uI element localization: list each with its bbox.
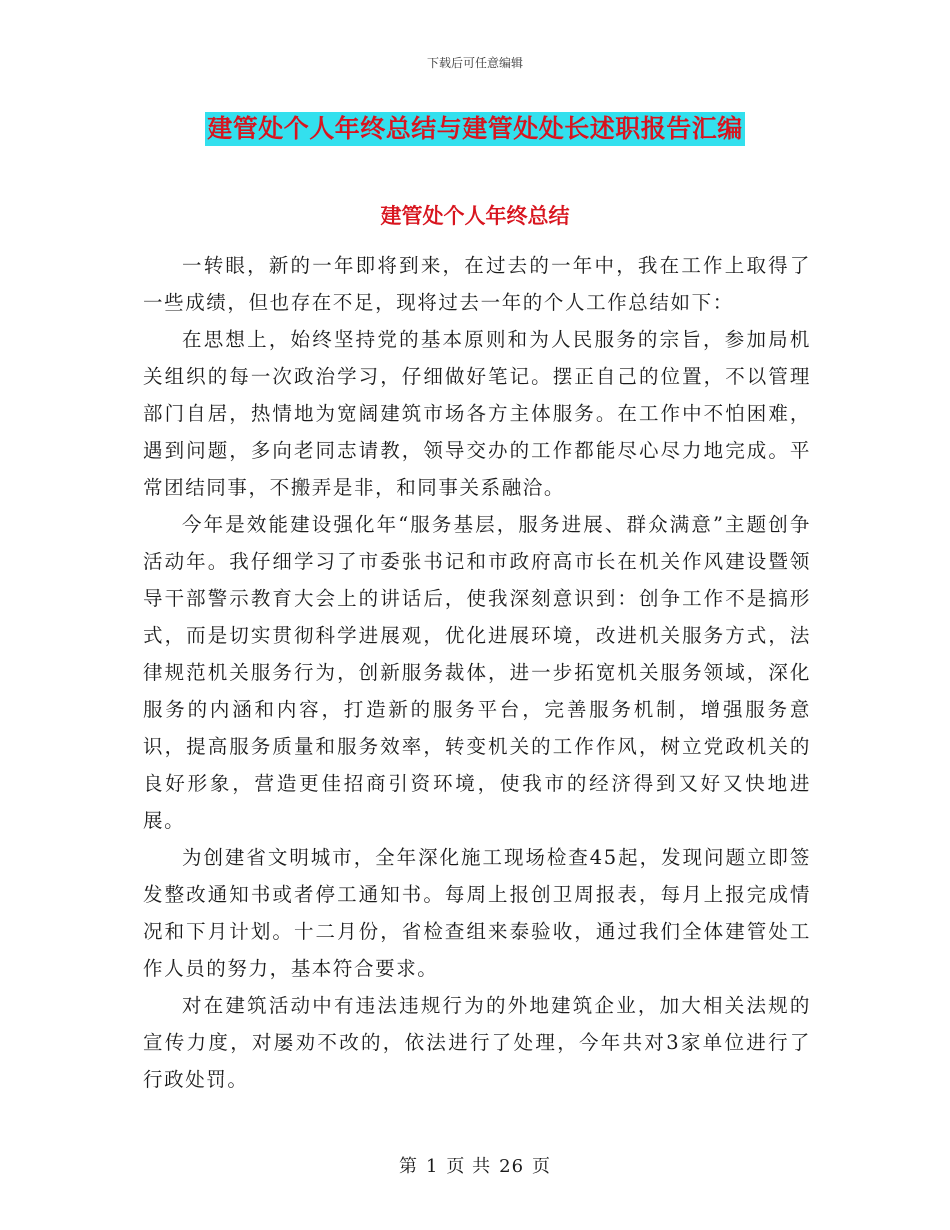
paragraph: 今年是效能建设强化年“服务基层，服务进展、群众满意”主题创争活动年。我仔细学习了市委张书记和市政府高市长在机关作风建设暨领导干部警示教育大会上的讲话后，使我深刻意识到：创争工作不是搞形式，而是切实贯彻科学进展观，优化进展环境，改进机关服务方式，法律规范机关服务行为，创新服务裁体，进一步拓宽机关服务领域，深化服务的内涵和内容，打造新的服务平台，完善服务机制，增强服务意识，提高服务质量和服务效率，转变机关的工作作风，树立党政机关的良好形象，营造更佳招商引资环境，使我市的经济得到又好又快地进展。: [143, 513, 811, 832]
document-body: [143, 247, 811, 1098]
paragraph: 为创建省文明城市，全年深化施工现场检查45起，发现问题立即签发整改通知书或者停工通知书。每周上报创卫周报表，每月上报完成情况和下月计划。十二月份，省检查组来泰验收，通过我们全体建管处工作人员的努力，基本符合要求。: [143, 846, 811, 980]
total-pages: 26: [499, 1156, 525, 1177]
page-footer: [0, 1152, 950, 1178]
section-title: 建管处个人年终总结: [380, 203, 570, 228]
page-label-prefix: 第: [398, 1156, 418, 1177]
document-title: 建管处个人年终总结与建管处处长述职报告汇编: [205, 112, 745, 146]
paragraph: 一转眼，新的一年即将到来，在过去的一年中，我在工作上取得了一些成绩，但也存在不足，现将过去一年的个人工作总结如下：: [143, 254, 811, 314]
document-title-container: [0, 112, 950, 146]
paragraph: 在思想上，始终坚持党的基本原则和为人民服务的宗旨，参加局机关组织的每一次政治学习，仔细做好笔记。摆正自己的位置，不以管理部门自居，热情地为宽阔建筑市场各方主体服务。在工作中不怕困难，遇到问题，多向老同志请教，领导交办的工作都能尽心尽力地完成。平常团结同事，不搬弄是非，和同事关系融洽。: [143, 328, 811, 499]
paragraph: 对在建筑活动中有违法违规行为的外地建筑企业，加大相关法规的宣传力度，对屡劝不改的，依法进行了处理，今年共对3家单位进行了行政处罚。: [143, 994, 811, 1091]
page-number: 1: [425, 1156, 439, 1177]
page-label-middle: 页 共: [446, 1156, 492, 1177]
page-label-suffix: 页: [532, 1156, 552, 1177]
header-note: 下载后可任意编辑: [426, 56, 523, 70]
